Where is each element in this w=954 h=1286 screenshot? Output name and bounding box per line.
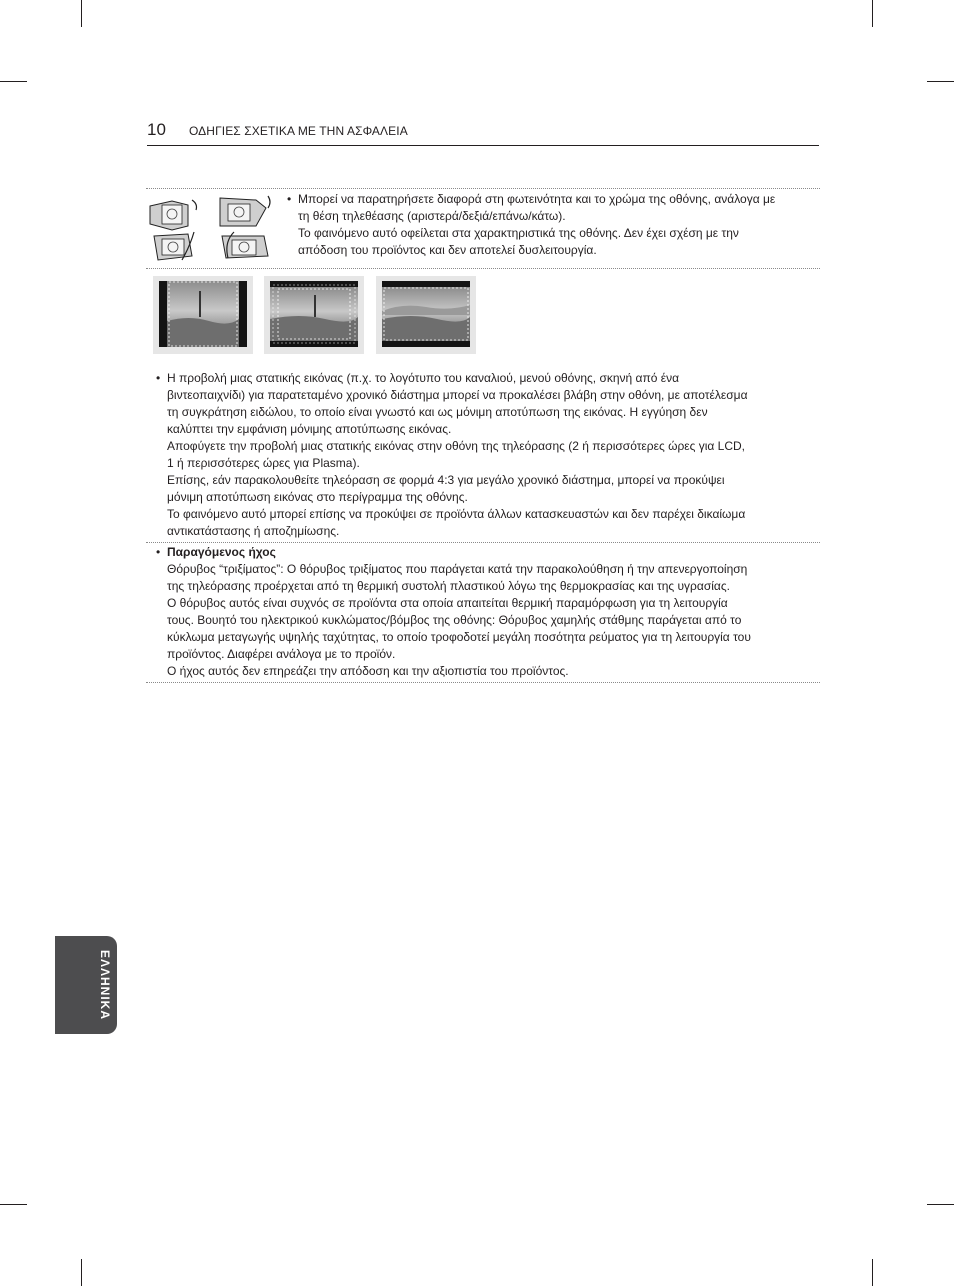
crop-mark: [0, 1204, 27, 1205]
page-number: 10: [147, 120, 166, 139]
sound-heading: Παραγόμενος ήχος: [167, 545, 276, 559]
landscape-scene: [159, 281, 247, 347]
text-line: τη συγκράτηση ειδώλου, το οποίο είναι γνωστό και ως μόνιμη αποτύπωση της εικόνας. Η εγγύηση δεν: [167, 405, 708, 419]
page-header: [147, 120, 819, 146]
text-line: προϊόντος. Διαφέρει ανάλογα με το προϊόν.: [167, 647, 396, 661]
text-line: 1 ή περισσότερες ώρες για Plasma).: [167, 456, 360, 470]
text-line: Το φαινόμενο αυτό μπορεί επίσης να προκύψει σε προϊόντα άλλων κατασκευαστών και δεν παρέχει δικαίωμα: [167, 507, 746, 521]
viewing-angle-text: [298, 191, 818, 259]
text-line: Ο ήχος αυτός δεν επηρεάζει την απόδοση και την αξιοπιστία του προϊόντος.: [167, 664, 569, 678]
crop-mark: [927, 1204, 954, 1205]
text-line: μόνιμη αποτύπωση εικόνας στο περίγραμμα της οθόνης.: [167, 490, 468, 504]
bullet: •: [156, 371, 161, 385]
text-line: της τηλεόρασης προέρχεται από τη θερμική συστολή πλαστικού λόγω της θερμοκρασίας και της υγρασίας.: [167, 579, 730, 593]
landscape-scene: [382, 281, 470, 347]
text-line: Η προβολή μιας στατικής εικόνας (π.χ. το λογότυπο του καναλιού, μενού οθόνης, σκηνή από ένα: [167, 371, 680, 385]
viewing-angle-tv-icons: [148, 192, 276, 264]
static-image-text: [167, 370, 817, 540]
text-line: τη θέση τηλεθέασης (αριστερά/δεξιά/επάνω/κάτω).: [298, 209, 566, 223]
crop-mark: [927, 81, 954, 82]
crop-mark: [872, 1259, 873, 1286]
tv-icon: [154, 232, 194, 260]
text-line: Επίσης, εάν παρακολουθείτε τηλεόραση σε φορμά 4:3 για μεγάλο χρονικό διάστημα, μπορεί να προκύψει: [167, 473, 725, 487]
dotted-divider: [146, 542, 820, 543]
text-line: κύκλωμα μεταγωγής υψηλής ταχύτητας, το οποίο τροφοδοτεί μεγάλη ποσότητα ρεύματος για τη λειτουργία του: [167, 630, 751, 644]
text-line: απόδοση του προϊόντος και δεν αποτελεί δυσλειτουργία.: [298, 243, 597, 257]
image-retention-thumbnail: [264, 276, 364, 354]
language-tab: [55, 936, 117, 1034]
text-line: Ο θόρυβος αυτός είναι συχνός σε προϊόντα στα οποία απαιτείται θερμική παραμόρφωση για τη λειτουργία: [167, 596, 728, 610]
text-line: αντικατάστασης ή αποζημίωσης.: [167, 524, 340, 538]
crop-mark: [872, 0, 873, 27]
text-line: Αποφύγετε την προβολή μιας στατικής εικόνας στην οθόνη της τηλεόρασης (2 ή περισσότερες ώρες για LCD,: [167, 439, 746, 453]
dotted-divider: [146, 188, 820, 189]
text-line: Θόρυβος “τριξίματος”: Ο θόρυβος τριξίματος που παράγεται κατά την παρακολούθηση ή την απενεργοποίηση: [167, 562, 748, 576]
text-line: τους. Βουητό του ηλεκτρικού κυκλώματος/βόμβος της οθόνης: Θόρυβος χαμηλής στάθμης παράγεται από το: [167, 613, 742, 627]
tv-icon: [150, 200, 197, 230]
text-line: βιντεοπαιχνίδι) για παρατεταμένο χρονικό διάστημα μπορεί να προκαλέσει βλάβη στην οθόνη, με αποτέλεσμα: [167, 388, 748, 402]
crop-mark: [0, 81, 27, 82]
language-tab-label: ΕΛΛΗΝΙΚΑ: [98, 949, 112, 1020]
image-retention-thumbnail: [153, 276, 253, 354]
landscape-scene: [270, 281, 358, 347]
text-line: Μπορεί να παρατηρήσετε διαφορά στη φωτεινότητα και το χρώμα της οθόνης, ανάλογα με: [298, 192, 776, 206]
text-line: καλύπτει την εμφάνιση μόνιμης αποτύπωσης εικόνας.: [167, 422, 452, 436]
tv-icon: [222, 232, 268, 258]
image-retention-thumbnail: [376, 276, 476, 354]
header-title: ΟΔΗΓΙΕΣ ΣΧΕΤΙΚΑ ΜΕ ΤΗΝ ΑΣΦΑΛΕΙΑ: [189, 124, 408, 138]
tv-icon: [220, 196, 270, 226]
crop-mark: [81, 1259, 82, 1286]
dotted-divider: [146, 682, 820, 683]
crop-mark: [81, 0, 82, 27]
text-line: Το φαινόμενο αυτό οφείλεται στα χαρακτηριστικά της οθόνης. Δεν έχει σχέση με την: [298, 226, 739, 240]
bullet: •: [287, 192, 292, 206]
sound-text: [167, 544, 817, 680]
dotted-divider: [146, 268, 820, 269]
bullet: •: [156, 545, 161, 559]
